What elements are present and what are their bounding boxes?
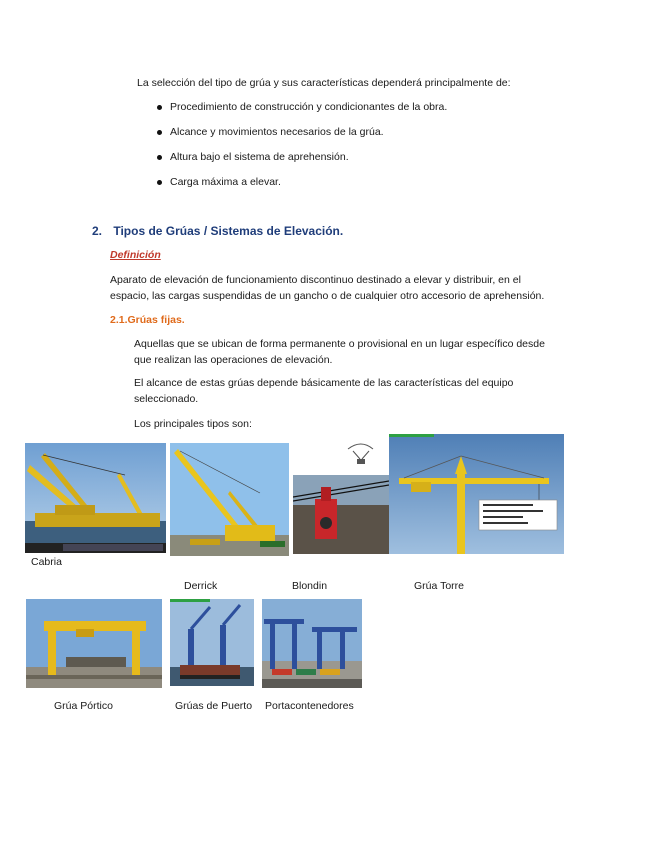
subsection-title: Grúas fijas. [127, 314, 185, 326]
caption-portacontenedores: Portacontenedores [265, 700, 354, 712]
caption-portico: Grúa Pórtico [54, 700, 113, 712]
bullet-dot-icon [157, 180, 162, 185]
bullet-text: Procedimiento de construcción y condicionantes de la obra. [170, 101, 448, 113]
fixed-paragraph: Los principales tipos son: [134, 418, 252, 430]
portacontenedores-photo [262, 599, 362, 688]
caption-derrick: Derrick [184, 580, 218, 592]
bullet-dot-icon [157, 155, 162, 160]
section-number: 2. [92, 224, 103, 238]
torre-photo [389, 434, 564, 554]
definition-label: Definición [110, 249, 161, 261]
bullet-item [157, 176, 281, 188]
derrick-photo [170, 443, 289, 556]
portico-photo [26, 599, 162, 688]
bullet-item [157, 101, 447, 113]
bullet-text: Altura bajo el sistema de aprehensión. [170, 151, 349, 163]
bullet-dot-icon [157, 130, 162, 135]
bullet-text: Carga máxima a elevar. [170, 176, 281, 188]
subsection-number: 2.1. [110, 314, 128, 326]
bullet-item [157, 151, 349, 163]
cabria-photo [25, 443, 166, 553]
fixed-paragraph: El alcance de estas grúas depende básicamente de las características del equipo seleccionado. [134, 377, 514, 405]
blondin-photo [293, 437, 389, 554]
subsection-heading [110, 314, 185, 326]
definition-text: Aparato de elevación de funcionamiento discontinuo destinado a elevar y distribuir, en el espacio, las cargas suspendidas de un gancho o de cualquier otro accesorio de aprehensión. [110, 274, 545, 302]
section-title: Tipos de Grúas / Sistemas de Elevación. [113, 224, 344, 238]
caption-puerto: Grúas de Puerto [175, 700, 253, 712]
bullet-item [157, 126, 384, 138]
puerto-photo [170, 599, 254, 686]
fixed-paragraph: Aquellas que se ubican de forma permanente o provisional en un lugar específico desde que realizan las operaciones de elevación. [134, 338, 545, 366]
caption-cabria: Cabria [31, 556, 62, 568]
intro-text: La selección del tipo de grúa y sus características dependerá principalmente de: [137, 77, 511, 89]
section-heading [92, 224, 343, 238]
caption-torre: Grúa Torre [414, 580, 464, 592]
bullet-dot-icon [157, 105, 162, 110]
caption-blondin: Blondin [292, 580, 328, 592]
bullet-text: Alcance y movimientos necesarios de la grúa. [170, 126, 384, 138]
